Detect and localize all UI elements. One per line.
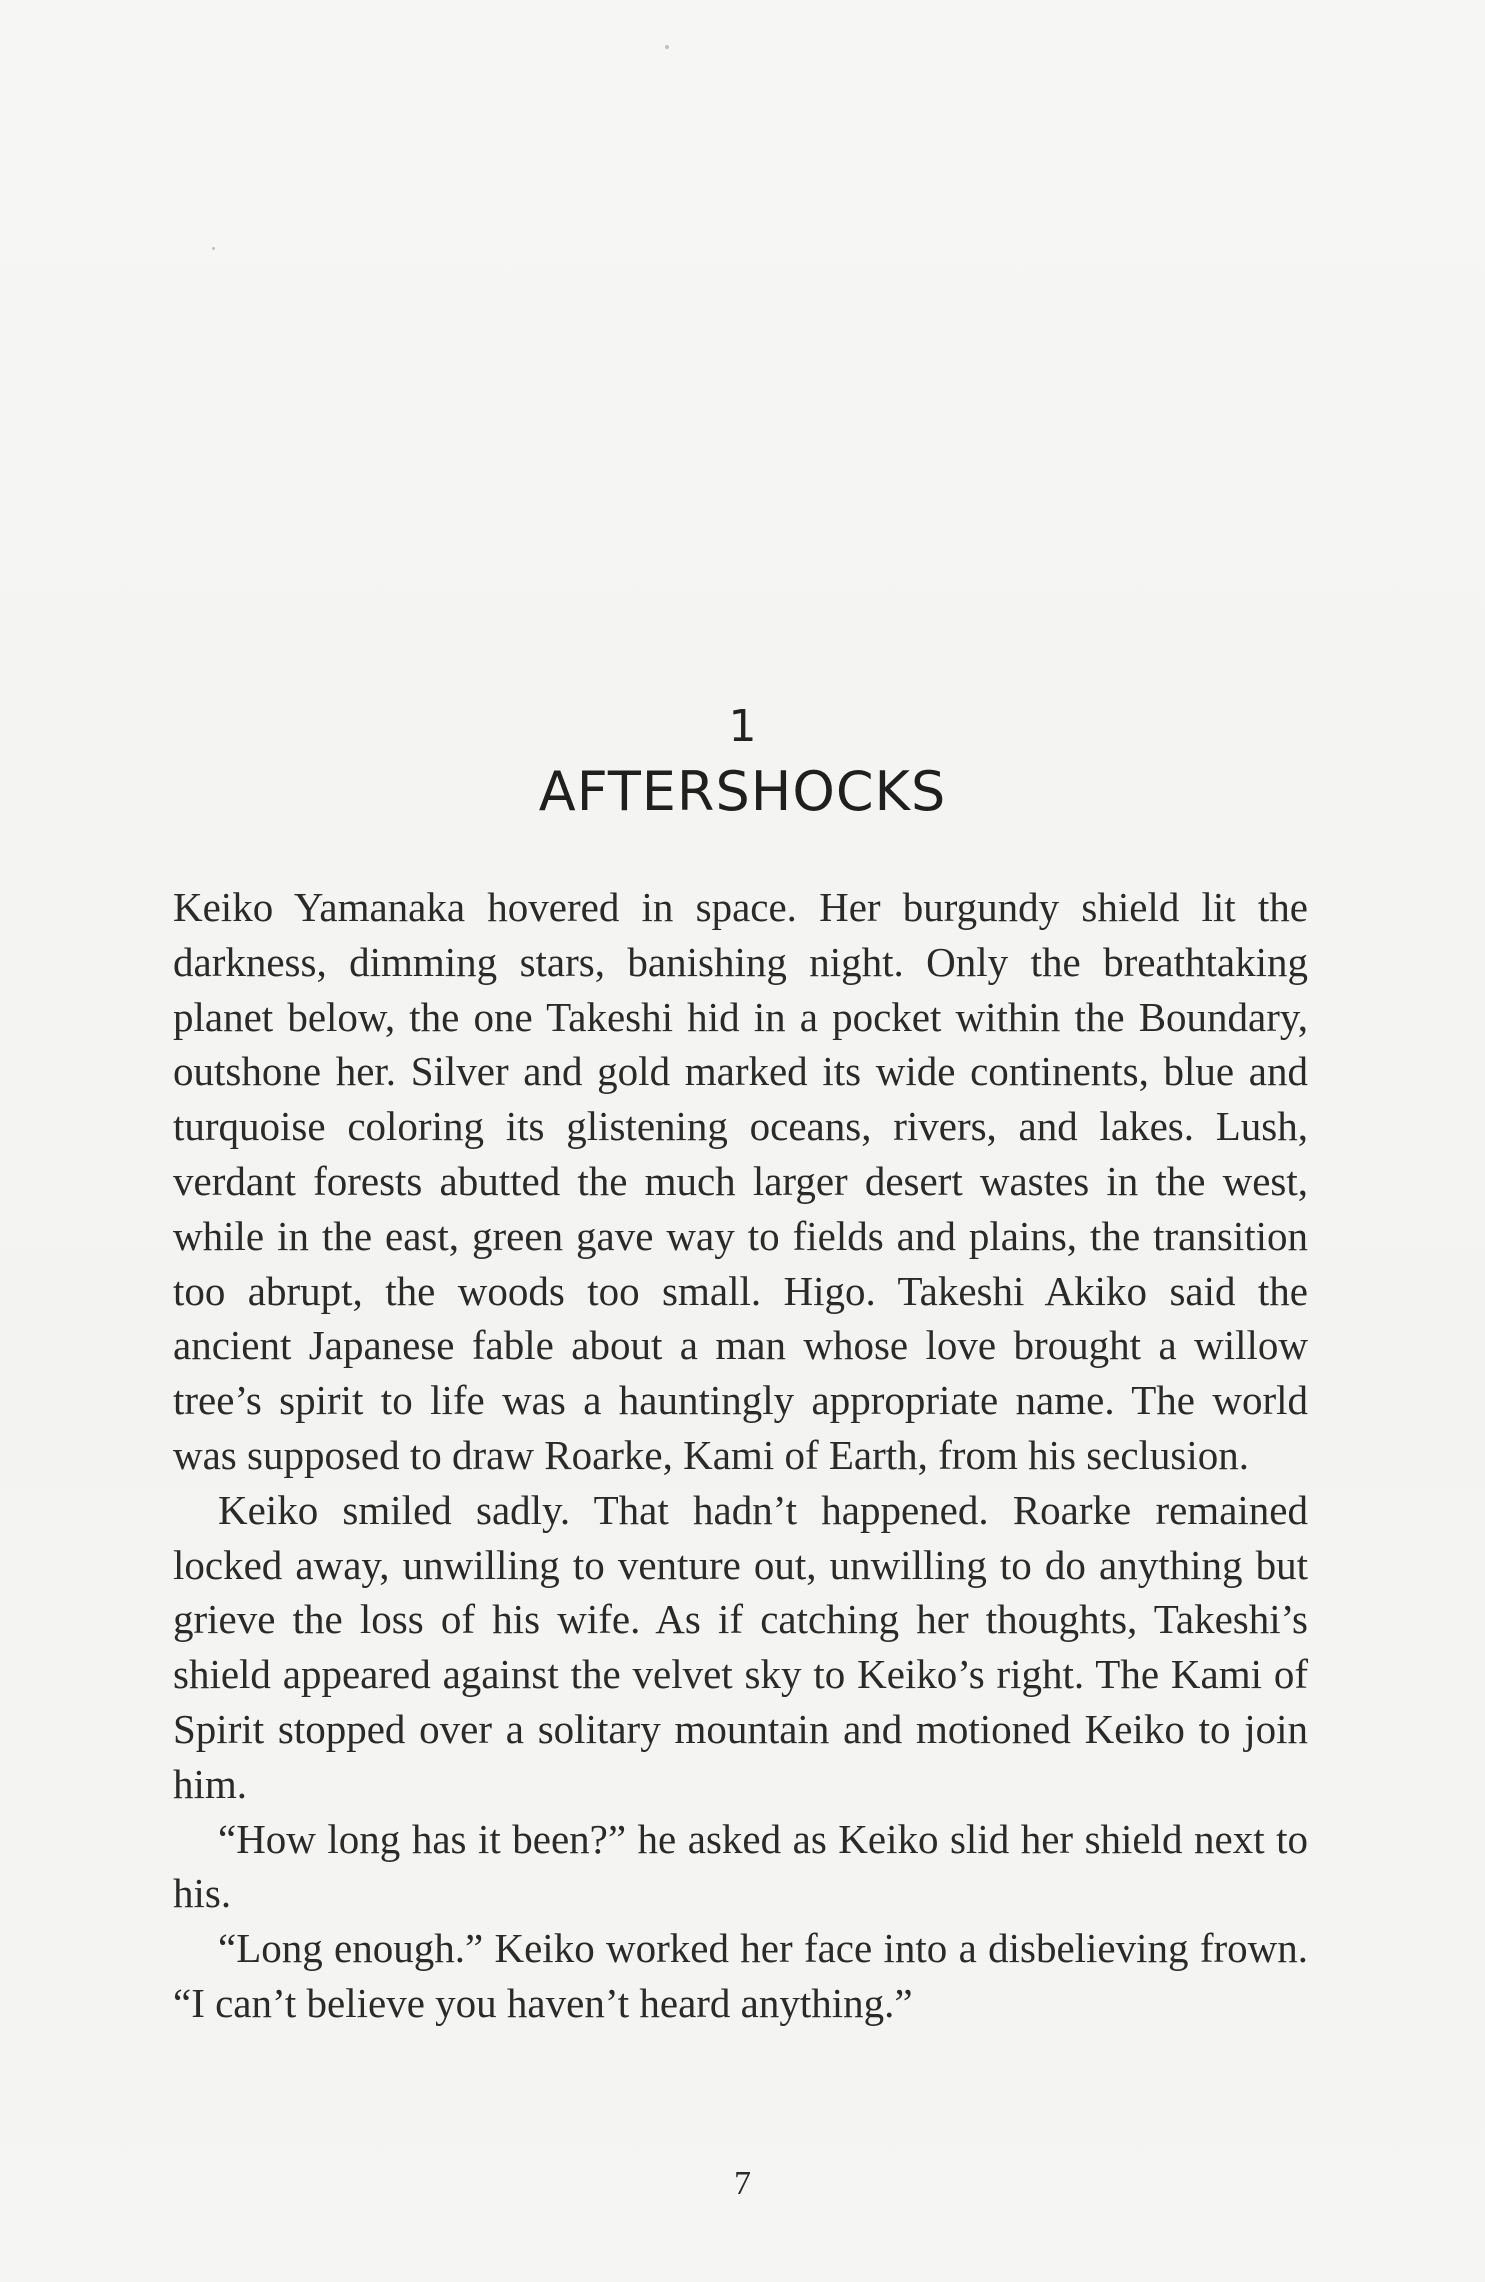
chapter-body <box>173 880 1308 2031</box>
paper-speck <box>212 247 215 250</box>
paragraph: “How long has it been?” he asked as Keiko slid her shield next to his. <box>173 1815 1308 1917</box>
chapter-title: AFTERSHOCKS <box>538 760 947 823</box>
page-number: 7 <box>734 2165 751 2202</box>
paragraph: Keiko Yamanaka hovered in space. Her burgundy shield lit the darkness, dimming stars, banishing night. Only the breathtaking planet below, the one Takeshi hid in a pocket within the Boundary, outshone her. Silver and gold marked its wide continents, blue and turquoise coloring its glistening oceans, rivers, and lakes. Lush, verdant forests abutted the much larger desert wastes in the west, while in the east, green gave way to fields and plains, the transition too abrupt, the woods too small. Higo. Takeshi Akiko said the ancient Japanese fable about a man whose love brought a willow tree’s spirit to life was a hauntingly appropriate name. The world was supposed to draw Roarke, Kami of Earth, from his seclusion. <box>173 884 1308 1478</box>
paper-speck <box>665 45 669 49</box>
paragraph: “Long enough.” Keiko worked her face into a disbelieving frown. “I can’t believe you haven’t heard anything.” <box>173 1925 1308 2026</box>
paragraph: Keiko smiled sadly. That hadn’t happened. Roarke remained locked away, unwilling to venture out, unwilling to do anything but grieve the loss of his wife. As if catching her thoughts, Takeshi’s shield appeared against the velvet sky to Keiko’s right. The Kami of Spirit stopped over a solitary mountain and motioned Keiko to join him. <box>173 1486 1308 1807</box>
chapter-number: 1 <box>728 701 757 752</box>
